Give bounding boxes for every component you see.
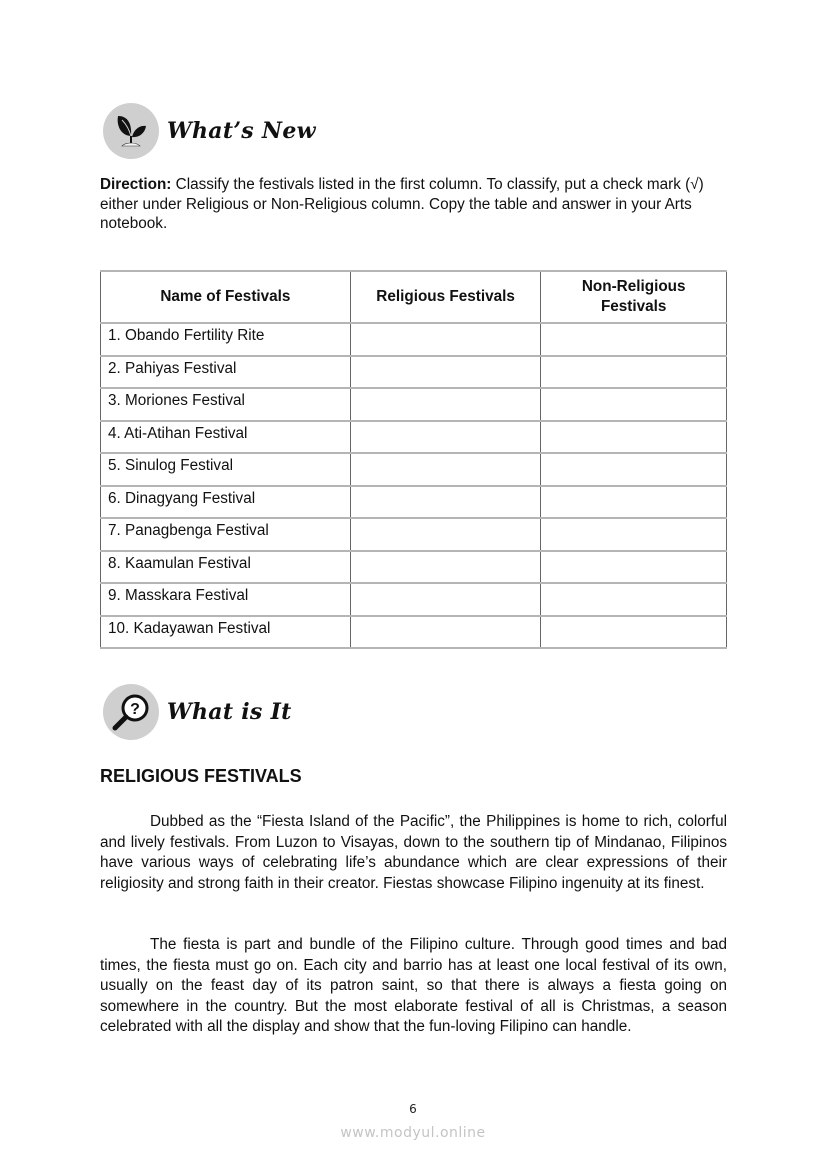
column-header-non-religious: Non-Religious Festivals	[541, 271, 727, 323]
page-number: 6	[409, 1102, 417, 1116]
table-row	[101, 551, 727, 584]
table-row	[101, 356, 727, 389]
religious-cell[interactable]	[350, 486, 541, 519]
non-religious-cell[interactable]	[541, 323, 727, 356]
festival-name: 7. Panagbenga Festival	[101, 518, 351, 551]
non-religious-cell[interactable]	[541, 551, 727, 584]
festival-name: 9. Masskara Festival	[101, 583, 351, 616]
religious-cell[interactable]	[350, 388, 541, 421]
festivals-classification-table	[100, 270, 727, 649]
festival-name: 3. Moriones Festival	[101, 388, 351, 421]
paragraph-1: Dubbed as the “Fiesta Island of the Pacific”, the Philippines is home to rich, colorful and lively festivals. From Luzon to Visayas, down to the southern tip of Mindanao, Filipinos have various ways of celebrating life’s abundance which are clear expressions of their religiosity and strong faith in their creator. Fiestas showcase Filipino ingenuity at its finest.	[100, 813, 727, 892]
direction-text	[100, 175, 728, 234]
paragraph-2: The fiesta is part and bundle of the Filipino culture. Through good times and bad times, the fiesta must go on. Each city and barrio has at least one local festival of its own, usually on the feast day of its patron saint, so that there is always a fiesta going on somewhere in the country. But the most elaborate festival of all is Christmas, a season celebrated with all the display and show that the fun-loving Filipino can handle.	[100, 936, 727, 1036]
religious-cell[interactable]	[350, 323, 541, 356]
religious-cell[interactable]	[350, 453, 541, 486]
festival-name: 6. Dinagyang Festival	[101, 486, 351, 519]
non-religious-cell[interactable]	[541, 356, 727, 389]
festival-name: 10. Kadayawan Festival	[101, 616, 351, 649]
table-row	[101, 388, 727, 421]
what-is-it-header	[103, 684, 292, 740]
non-religious-cell[interactable]	[541, 518, 727, 551]
religious-cell[interactable]	[350, 518, 541, 551]
table-row	[101, 486, 727, 519]
table-row	[101, 453, 727, 486]
religious-festivals-heading: RELIGIOUS FESTIVALS	[100, 766, 302, 786]
table-row	[101, 421, 727, 454]
table-row	[101, 616, 727, 649]
non-religious-cell[interactable]	[541, 388, 727, 421]
festival-name: 5. Sinulog Festival	[101, 453, 351, 486]
whats-new-header	[103, 103, 316, 159]
direction-label: Direction:	[100, 176, 172, 193]
non-religious-cell[interactable]	[541, 616, 727, 649]
religious-cell[interactable]	[350, 356, 541, 389]
festival-name: 8. Kaamulan Festival	[101, 551, 351, 584]
column-header-religious: Religious Festivals	[350, 271, 541, 323]
svg-text:?: ?	[130, 701, 140, 718]
festival-name: 4. Ati-Atihan Festival	[101, 421, 351, 454]
table-row	[101, 518, 727, 551]
table-header-row	[101, 271, 727, 323]
festival-name: 2. Pahiyas Festival	[101, 356, 351, 389]
watermark: www.modyul.online	[340, 1125, 486, 1141]
direction-body: Classify the festivals listed in the first column. To classify, put a check mark (√) either under Religious or Non-Religious column. Copy the table and answer in your Arts notebook.	[100, 176, 704, 232]
festival-name: 1. Obando Fertility Rite	[101, 323, 351, 356]
religious-cell[interactable]	[350, 421, 541, 454]
column-header-name: Name of Festivals	[101, 271, 351, 323]
religious-cell[interactable]	[350, 583, 541, 616]
religious-cell[interactable]	[350, 551, 541, 584]
table-row	[101, 323, 727, 356]
section-title-what-is-it: What is It	[167, 699, 292, 725]
non-religious-cell[interactable]	[541, 486, 727, 519]
non-religious-cell[interactable]	[541, 583, 727, 616]
plant-sprout-icon	[103, 103, 159, 159]
magnifier-question-icon	[103, 684, 159, 740]
religious-cell[interactable]	[350, 616, 541, 649]
non-religious-cell[interactable]	[541, 453, 727, 486]
table-row	[101, 583, 727, 616]
section-title-whats-new: What’s New	[167, 118, 316, 144]
non-religious-cell[interactable]	[541, 421, 727, 454]
